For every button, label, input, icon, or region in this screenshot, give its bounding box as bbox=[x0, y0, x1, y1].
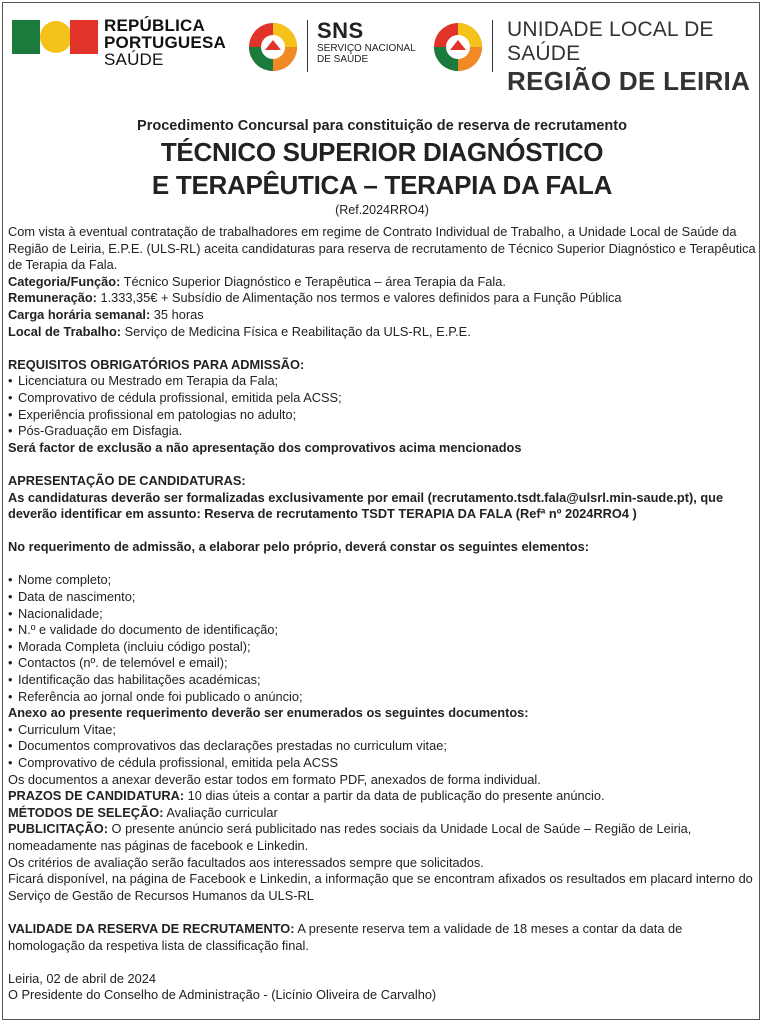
sns-title: SNS bbox=[317, 18, 364, 43]
field-local-trabalho bbox=[8, 324, 760, 341]
list-item: • Curriculum Vitae; bbox=[8, 722, 760, 739]
list-item: • Comprovativo de cédula profissional, emitida pela ACSS bbox=[8, 755, 760, 772]
candidaturas-text: As candidaturas deverão ser formalizadas exclusivamente por email (recrutamento.tsdt.fala@ulsrl.min-saude.pt), que deverão identificar em assunto: Reserva de recrutamento TSDT TERAPIA DA FALA (Refª nº 2024RRO4 ) bbox=[8, 489, 724, 522]
field-remuneracao bbox=[8, 290, 760, 307]
procedure-subtitle: Procedimento Concursal para constituição de reserva de recrutamento bbox=[137, 118, 627, 134]
list-item: • Documentos comprovativos das declarações prestadas no curriculum vitae; bbox=[8, 738, 760, 755]
list-item: • Experiência profissional em patologias no adulto; bbox=[8, 407, 760, 424]
spacer bbox=[8, 523, 760, 540]
metodos bbox=[8, 805, 760, 822]
list-item: • Identificação das habilitações académicas; bbox=[8, 672, 760, 689]
metodos-value: Avaliação curricular bbox=[163, 804, 278, 820]
prazos bbox=[8, 788, 760, 805]
portuguesa-line: PORTUGUESA bbox=[104, 33, 226, 52]
elementos-list bbox=[8, 572, 760, 705]
requisitos-heading: REQUISITOS OBRIGATÓRIOS PARA ADMISSÃO: bbox=[8, 356, 305, 372]
header bbox=[0, 0, 764, 96]
requerimento-heading: No requerimento de admissão, a elaborar pelo próprio, deverá constar os seguintes elementos: bbox=[8, 539, 590, 555]
validade-label: VALIDADE DA RESERVA DE RECRUTAMENTO: bbox=[8, 920, 295, 936]
anexo-heading: Anexo ao presente requerimento deverão ser enumerados os seguintes documentos: bbox=[8, 705, 529, 721]
footer-date: Leiria, 02 de abril de 2024 bbox=[8, 970, 156, 986]
field-value: 35 horas bbox=[150, 306, 204, 322]
spacer bbox=[8, 456, 760, 473]
publicitacao-value: O presente anúncio será publicitado nas redes sociais da Unidade Local de Saúde – Região de Leiria, nomeadamente nas páginas de facebook e Linkedin. bbox=[8, 821, 692, 853]
field-carga-horaria bbox=[8, 307, 760, 324]
documentos-list bbox=[8, 722, 760, 772]
spacer bbox=[8, 556, 760, 573]
field-categoria bbox=[8, 274, 760, 291]
list-item: • Contactos (nº. de telemóvel e email); bbox=[8, 655, 760, 672]
list-item: • Comprovativo de cédula profissional, emitida pela ACSS; bbox=[8, 390, 760, 407]
spacer bbox=[8, 340, 760, 357]
publicitacao-label: PUBLICITAÇÃO: bbox=[8, 821, 108, 837]
field-label: Local de Trabalho: bbox=[8, 323, 122, 339]
list-item: • Morada Completa (incluiu código postal); bbox=[8, 639, 760, 656]
field-label: Carga horária semanal: bbox=[8, 306, 151, 322]
job-title-line1: TÉCNICO SUPERIOR DIAGNÓSTICO bbox=[160, 137, 604, 167]
portugal-flag-logo bbox=[12, 20, 98, 54]
uls-line2: REGIÃO DE LEIRIA bbox=[507, 66, 751, 96]
validade-value: A presente reserva tem a validade de 18 meses a contar da data de homologação da respetiva lista de classificação final. bbox=[8, 920, 683, 953]
prazos-value: 10 dias úteis a contar a partir da data de publicação do presente anúncio. bbox=[184, 788, 605, 804]
reference-code: (Ref.2024RRO4) bbox=[335, 203, 429, 217]
list-item: • Licenciatura ou Mestrado em Terapia da Fala; bbox=[8, 373, 760, 390]
metodos-label: MÉTODOS DE SELEÇÃO: bbox=[8, 804, 164, 820]
list-item: • Nome completo; bbox=[8, 572, 760, 589]
uls-logo-text bbox=[507, 18, 764, 96]
announcement-body bbox=[8, 224, 760, 1004]
disponivel: Ficará disponível, na página de Facebook e Linkedin, a informação que se encontram afixados os resultados em placard interno do Serviço de Gestão de Recursos Humanos da ULS-RL bbox=[8, 871, 753, 903]
validade bbox=[8, 921, 760, 954]
sns-emblem-icon bbox=[247, 22, 299, 72]
list-item: • Nacionalidade; bbox=[8, 606, 760, 623]
sns-logo-text bbox=[317, 19, 416, 65]
uls-line1: UNIDADE LOCAL DE SAÚDE bbox=[507, 18, 714, 65]
prazos-label: PRAZOS DE CANDIDATURA: bbox=[8, 788, 185, 804]
list-item: • Referência ao jornal onde foi publicado o anúncio; bbox=[8, 689, 760, 706]
republica-line: REPÚBLICA bbox=[104, 16, 205, 35]
republica-portuguesa-saude-logo-text bbox=[104, 17, 226, 68]
uls-emblem-icon bbox=[432, 22, 484, 72]
exclusion-note: Será factor de exclusão a não apresentação dos comprovativos acima mencionados bbox=[8, 439, 522, 455]
spacer bbox=[8, 954, 760, 971]
list-item: • Data de nascimento; bbox=[8, 589, 760, 606]
field-label: Categoria/Função: bbox=[8, 273, 121, 289]
sns-subtitle-line2: DE SAÚDE bbox=[317, 54, 369, 65]
criterios: Os critérios de avaliação serão facultados aos interessados sempre que solicitados. bbox=[8, 854, 484, 870]
saude-line: SAÚDE bbox=[104, 50, 164, 69]
formato-note: Os documentos a anexar deverão estar todos em formato PDF, anexados de forma individual. bbox=[8, 771, 541, 787]
spacer bbox=[8, 904, 760, 921]
requisitos-list bbox=[8, 373, 760, 439]
field-value: Técnico Superior Diagnóstico e Terapêutica – área Terapia da Fala. bbox=[120, 273, 506, 289]
list-item: • Pós-Graduação em Disfagia. bbox=[8, 423, 760, 440]
sns-separator bbox=[307, 20, 308, 72]
footer-signature: O Presidente do Conselho de Administração - (Licínio Oliveira de Carvalho) bbox=[8, 987, 437, 1003]
job-title-line2: E TERAPÊUTICA – TERAPIA DA FALA bbox=[151, 170, 613, 200]
uls-separator bbox=[492, 20, 493, 72]
field-label: Remuneração: bbox=[8, 290, 97, 306]
publicitacao bbox=[8, 821, 760, 854]
field-value: Serviço de Medicina Física e Reabilitação da ULS-RL, E.P.E. bbox=[121, 323, 471, 339]
intro-paragraph: Com vista à eventual contratação de trabalhadores em regime de Contrato Individual de Trabalho, a Unidade Local de Saúde da Região de Leiria, E.P.E. (ULS-RL) aceita candidaturas para reserva de recrutamento de Técnico Superior Diagnóstico e Terapêutica de Terapia da Fala. bbox=[8, 224, 756, 273]
field-value: 1.333,35€ + Subsídio de Alimentação nos termos e valores definidos para a Função Pública bbox=[96, 290, 622, 306]
candidaturas-heading: APRESENTAÇÃO DE CANDIDATURAS: bbox=[8, 472, 246, 488]
sns-subtitle-line1: SERVIÇO NACIONAL bbox=[317, 43, 416, 54]
list-item: • N.º e validade do documento de identificação; bbox=[8, 622, 760, 639]
title-block bbox=[0, 116, 764, 218]
